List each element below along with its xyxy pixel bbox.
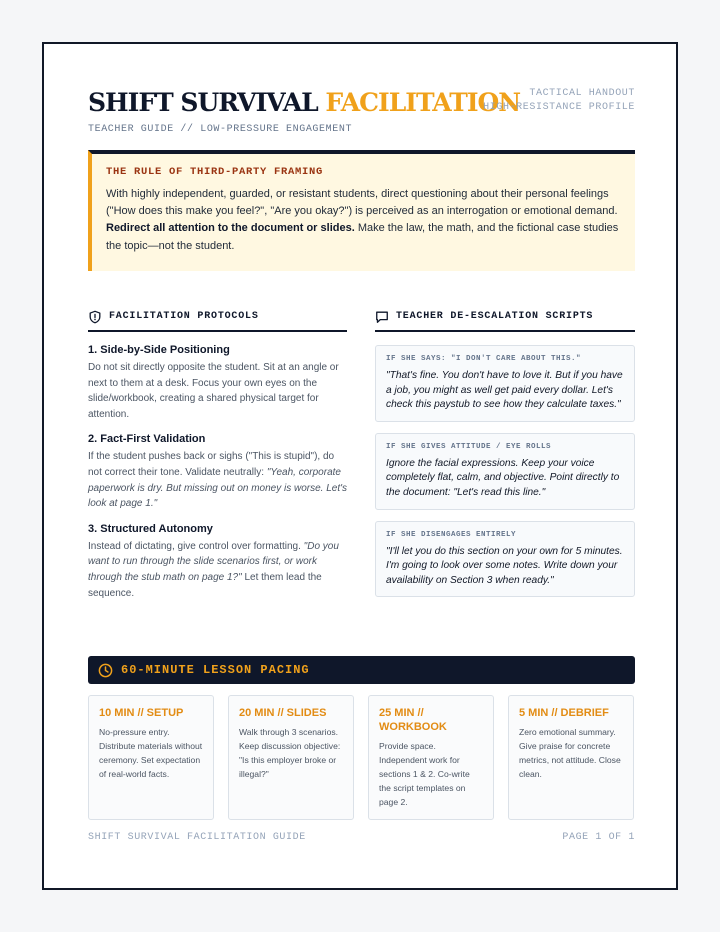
script-label: IF SHE SAYS: "I DON'T CARE ABOUT THIS." xyxy=(386,355,582,363)
protocol-text xyxy=(88,449,350,511)
protocol-title: 2. Fact-First Validation xyxy=(88,433,206,446)
scripts-section-header xyxy=(375,310,635,332)
script-card xyxy=(375,345,635,422)
scripts-list xyxy=(375,345,635,608)
clock-icon xyxy=(98,663,113,678)
pacing-card-text: No-pressure entry. Distribute materials without ceremony. Set expectation of real-world facts. xyxy=(99,727,203,779)
pacing-card-text: Walk through 3 scenarios. Keep discussion objective: "Is this employer broke or illegal?" xyxy=(239,727,341,779)
profile-tag: HIGH-RESISTANCE PROFILE xyxy=(483,102,635,113)
pacing-card-title: 20 MIN // SLIDES xyxy=(239,707,327,719)
pacing-card xyxy=(368,695,494,820)
shield-icon xyxy=(88,310,102,324)
protocol-quote: "Do you want to run through the slide scenarios first, or work through the stub math on page 1?" xyxy=(88,540,339,583)
protocol-tail: Let them lead the sequence. xyxy=(88,571,322,599)
script-quote: "I'll let you do this section on your own for 5 minutes. I'm going to look over some notes. Write down your availability on Section 3 when ready." xyxy=(386,545,623,586)
script-quote: Ignore the facial expressions. Keep your voice completely flat, calm, and objective. Point directly to the document: "Let's read this line." xyxy=(386,457,620,498)
callout-text xyxy=(106,186,621,255)
protocols-heading: FACILITATION PROTOCOLS xyxy=(109,311,259,322)
protocol-item xyxy=(88,523,350,601)
page-title xyxy=(88,88,520,117)
script-label: IF SHE GIVES ATTITUDE / EYE ROLLS xyxy=(386,442,552,451)
callout-text-bold: Redirect all attention to the document or slides. xyxy=(106,222,355,235)
callout-heading: THE RULE OF THIRD-PARTY FRAMING xyxy=(106,166,324,178)
page-subtitle: TEACHER GUIDE // LOW-PRESSURE ENGAGEMENT xyxy=(88,124,353,135)
protocol-body: If the student pushes back or sighs ("This is stupid"), do not correct their tone. Validate neutrally: xyxy=(88,451,335,478)
handout-page xyxy=(42,42,678,890)
protocols-list xyxy=(88,344,350,612)
footer-title: SHIFT SURVIVAL FACILITATION GUIDE xyxy=(88,832,306,843)
pacing-card xyxy=(228,695,354,820)
protocol-item xyxy=(88,433,350,511)
pacing-card-text: Provide space. Independent work for sections 1 & 2. Co-write the script templates on page 2. xyxy=(379,741,470,807)
pacing-card-text: Zero emotional summary. Give praise for concrete metrics, not attitude. Close clean. xyxy=(519,727,621,779)
pacing-heading: 60-MINUTE LESSON PACING xyxy=(121,663,310,677)
script-label: IF SHE DISENGAGES ENTIRELY xyxy=(386,530,517,539)
protocol-title: 3. Structured Autonomy xyxy=(88,522,213,535)
pacing-card-title: 10 MIN // SETUP xyxy=(99,707,184,719)
protocol-body: Do not sit directly opposite the student. Sit at an angle or next to them at a desk. Focus your own eyes on the slide/workbook, creating a shared physical target for attention. xyxy=(88,362,339,420)
rule-callout xyxy=(88,150,635,271)
protocol-text xyxy=(88,539,350,601)
protocol-quote: "Yeah, corporate paperwork is dry. But missing out on money is worse. Let's look at page 1." xyxy=(88,466,348,510)
chat-bubble-icon xyxy=(375,310,389,324)
protocols-section-header xyxy=(88,310,347,332)
handout-tag: TACTICAL HANDOUT xyxy=(529,88,635,99)
script-card xyxy=(375,521,635,598)
pacing-card xyxy=(88,695,214,820)
protocol-title: 1. Side-by-Side Positioning xyxy=(88,344,230,356)
pacing-card-title: 5 MIN // DEBRIEF xyxy=(519,707,609,719)
protocol-item xyxy=(88,344,350,422)
callout-text-after: Make the law, the math, and the fictional case studies the topic—not the student. xyxy=(106,222,619,252)
pacing-cards xyxy=(88,695,635,820)
script-quote: "That's fine. You don't have to love it. But if you have a job, you might as well get paid every dollar. Let's check this paystub to see how they calculate taxes." xyxy=(386,370,623,411)
protocol-body: Instead of dictating, give control over formatting. xyxy=(88,540,304,552)
pacing-card-title: 25 MIN // WORKBOOK xyxy=(379,707,447,733)
title-main: SHIFT SURVIVAL xyxy=(88,88,318,117)
protocol-text xyxy=(88,360,350,422)
pacing-card xyxy=(508,695,634,820)
callout-text-before: With highly independent, guarded, or resistant students, direct questioning about their personal feelings ("How does this make you feel?", "Are you okay?") is perceived as an interrogation or emotional demand. xyxy=(106,188,618,218)
title-accent: FACILITATION xyxy=(325,88,521,117)
page-number: PAGE 1 OF 1 xyxy=(562,832,635,843)
pacing-banner xyxy=(88,656,635,684)
script-card xyxy=(375,433,635,510)
scripts-heading: TEACHER DE-ESCALATION SCRIPTS xyxy=(396,311,594,322)
